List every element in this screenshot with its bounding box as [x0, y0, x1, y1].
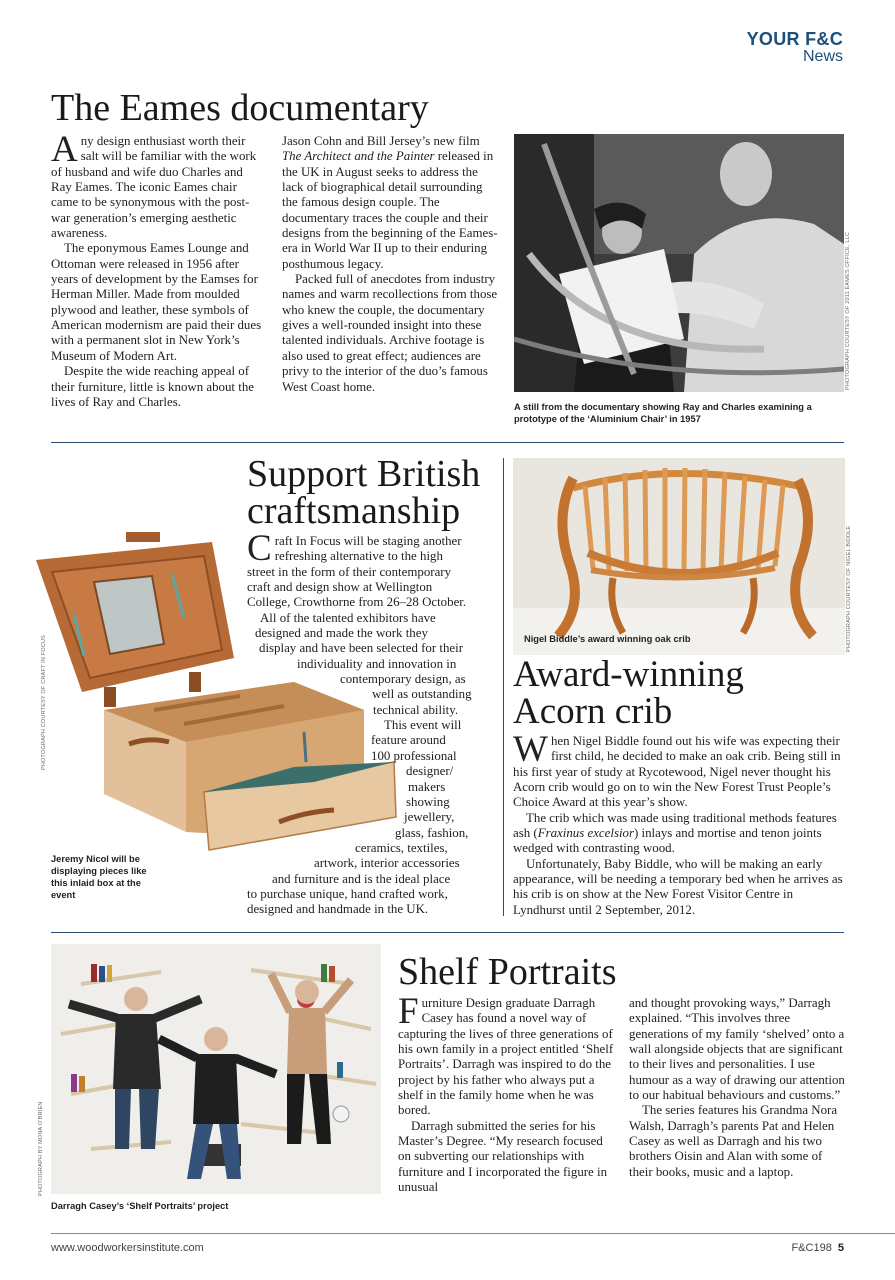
dropcap: A	[51, 129, 78, 170]
shelf-column-1: Furniture Design graduate Darragh Casey has found a novel way of capturing the lives of three generations of his own family in a project entitled ‘Shelf Portraits’. Darragh was inspired to do the project by his father who always put a shelf in the family home when he was bored. Darragh submitted the series for his Master’s Degree. “My research focused on subverting our relationships with furniture and I incorporated the figure in unusual	[398, 991, 614, 1195]
crib-body: When Nigel Biddle found out his wife was expecting their first child, he decided to make an oak crib. Being still in his first year of study at Rycotewood, Nigel never thought his Acorn crib would go on to win the New Forest Trust People’s Choice Award at this year’s show. The crib which was made using traditional methods features ash (Fraxinus excelsior) inlays and mortise and tenon joints wedged with contrasting wood. Unfortunately, Baby Biddle, who will be making an early appearance, will be needing a temporary bed when he arrives as his crib is on show at the New Forest Visitor Centre in Lyndhurst until 2 September, 2012.	[513, 729, 843, 917]
dropcap: W	[513, 729, 548, 770]
dropcap: C	[247, 528, 272, 569]
crib-image-caption: Nigel Biddle’s award winning oak crib	[524, 634, 691, 644]
issue-number: F&C198	[791, 1242, 832, 1254]
craft-caption: Jeremy Nicol will be displaying pieces like this inlaid box at the event	[51, 854, 147, 900]
eames-photo	[514, 134, 844, 392]
footer-page-info	[791, 1242, 844, 1254]
eames-caption: A still from the documentary showing Ray and Charles examining a prototype of the ‘Aluminium Chair’ in 1957	[514, 402, 812, 424]
page-number: 5	[837, 1242, 844, 1254]
crib-headline: Award-winning Acorn crib	[513, 654, 744, 732]
footer-url[interactable]: www.woodworkersinstitute.com	[51, 1242, 204, 1254]
section-divider	[51, 932, 844, 933]
photo-credit: PHOTOGRAPH COURTESY OF NIGEL BIDDLE	[846, 525, 852, 652]
shelf-headline: Shelf Portraits	[398, 951, 617, 993]
magazine-brand: YOUR F&C	[746, 29, 843, 49]
section-label: News	[802, 48, 843, 65]
photo-credit: PHOTOGRAPH BY MONA O’BRIEN	[38, 1101, 44, 1196]
crib-photo	[513, 458, 845, 655]
section-header	[747, 30, 843, 65]
footer-rule	[51, 1233, 895, 1234]
shelf-column-2: and thought provoking ways,” Darragh explained. “This involves three generations of my family ‘shelved’ onto a wall alongside objects that are significant to their lives and personalities. I use humour as a way of drawing our attention to our habitual behaviours and customs.” The series features his Grandma Nora Walsh, Darragh’s parents Pat and Helen Casey as well as Darragh and his two brothers Oisin and Alan with some of their books, music and a laptop.	[629, 996, 845, 1179]
craft-headline: Support British craftsmanship	[247, 453, 481, 532]
photo-credit: PHOTOGRAPH COURTESY OF CRAFT IN FOCUS	[41, 634, 47, 770]
photo-credit: PHOTOGRAPH COURTESY OF 2011 EAMES OFFICE, LLC	[845, 231, 851, 390]
column-divider	[503, 458, 504, 916]
craft-body: Craft In Focus will be staging another refreshing alternative to the high street in the form of their contemporary craft and design show at Wellington College, Crowthorne from 26–28 October. All of the talented exhibitors have designed and made the work they display and have been selected for their individuality and innovation in contemporary design, as well as outstanding technical ability. This event will feature around 100 professional designer/ makers showing jewellery, glass, fashion, ceramics, textiles, artwork, interior accessories and furniture and is the ideal place to purchase unique, hand crafted work, designed and handmade in the UK.	[247, 528, 472, 917]
dropcap: F	[398, 991, 419, 1032]
eames-column-2: Jason Cohn and Bill Jersey’s new film The Architect and the Painter released in the UK in August seeks to address the lack of biographical detail surrounding the famous design couple. The documentary traces the couple and their designs from the beginning of the Eames-era in World War II up to their enduring posthumous legacy. Packed full of anecdotes from industry names and warm recollections from those who knew the couple, the documentary gives a well-rounded insight into these talented individuals. Archive footage is also used to great effect; audiences are privy to the interior of the duo’s famous West Coast home.	[282, 134, 498, 394]
eames-column-1: Any design enthusiast worth their salt will be familiar with the work of husband and wife duo Charles and Ray Eames. The iconic Eames chair came to be synonymous with the post-war generation’s emerging aesthetic awareness. The eponymous Eames Lounge and Ottoman were released in 1956 after years of development by the Eamses for Herman Miller. Made from moulded plywood and leather, these symbols of American modernism are paid their dues with a permanent slot in New York’s Museum of Modern Art. Despite the wide reaching appeal of their furniture, little is known about the lives of Ray and Charles.	[51, 129, 262, 409]
shelf-portraits-photo	[51, 944, 381, 1194]
shelf-caption: Darragh Casey’s ‘Shelf Portraits’ project	[51, 1201, 229, 1211]
section-divider	[51, 442, 844, 443]
eames-headline: The Eames documentary	[51, 87, 429, 129]
